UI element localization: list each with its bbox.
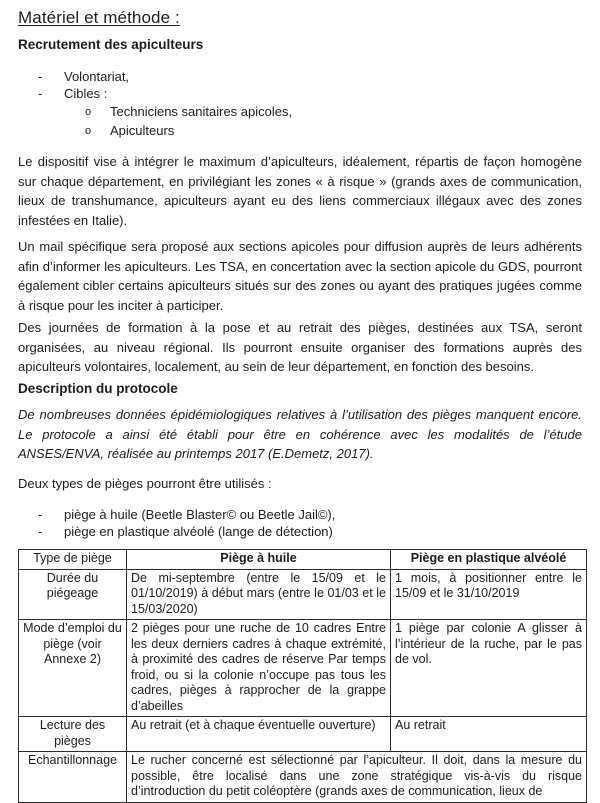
table-cell: De mi-septembre (entre le 15/09 et le 01/10/2019) à début mars (entre le 01/03 et le 15/03/2020) xyxy=(127,569,391,620)
table-row xyxy=(19,752,587,803)
table-row xyxy=(19,569,587,620)
paragraph: Le dispositif vise à intégrer le maximum d’apiculteurs, idéalement, répartis de façon homogène sur chaque département, en privilégiant les zones « à risque » (grands axes de communication, lieux de transhumance, apiculteurs ayant eu des liens commerciaux illégaux avec des zones infestées en Italie). xyxy=(18,154,582,228)
list-dash: - xyxy=(38,86,43,101)
list-item: piège en plastique alvéolé (lange de détection) xyxy=(64,524,333,539)
sub-list-item: Apiculteurs xyxy=(110,123,175,138)
list-item: piège à huile (Beetle Blaster© ou Beetle Jail©), xyxy=(64,507,336,522)
paragraph: Des journées de formation à la pose et au retrait des pièges, destinées aux TSA, seront organisées, au niveau régional. Ils pourront ensuite organiser des formations auprès des apiculteurs volontaires, localement, au sein de leur département, en fonction des besoins. xyxy=(18,320,582,374)
protocol-intro: De nombreuses données épidémiologiques relatives à l’utilisation des pièges manquent encore. Le protocole a ainsi été établi pour être en cohérence avec les modalités de l’étude ANSES/ENVA, réalisée au printemps 2017 (E.Demetz, 2017). xyxy=(18,407,582,461)
table-cell-merged: Le rucher concerné est sélectionné par l’apiculteur. Il doit, dans la mesure du possible, être localisé dans une zone stratégique vis-à-vis du risque d’introduction du petit coléoptère (grands axes de communication, lieux de xyxy=(127,752,587,803)
table-row-label: Durée du piégeage xyxy=(19,569,127,620)
table-row-label: Echantillonnage xyxy=(19,752,127,803)
sub-list-item: Techniciens sanitaires apicoles, xyxy=(110,104,293,119)
list-item: Volontariat, xyxy=(64,69,130,84)
table-header-cell: Piège à huile xyxy=(127,550,391,570)
table-header-cell: Type de piège xyxy=(19,550,127,570)
list-item: Cibles : xyxy=(64,86,108,101)
table-cell: 2 pièges pour une ruche de 10 cadres Entre les deux derniers cadres à chaque extrémité, à proximité des cadres de réserve Par temps froid, ou si la colonie n’occupe pas tous les cadres, pièges à rapprocher de la grappe d’abeilles xyxy=(127,620,391,717)
table-cell: Au retrait xyxy=(391,717,587,752)
section-heading-recruitment: Recrutement des apiculteurs xyxy=(18,37,204,52)
table-header-row xyxy=(19,550,587,570)
paragraph: Un mail spécifique sera proposé aux sections apicoles pour diffusion auprès de leurs adhérents afin d’informer les apiculteurs. Les TSA, en concertation avec la section apicole du GDS, pourront également cibler certains apiculteurs situés sur des zones ou ayant des pratiques jugées comme à risque pour les inciter à participer. xyxy=(18,239,582,313)
protocol-table xyxy=(18,549,587,803)
list-dash: - xyxy=(38,507,43,522)
table-row-label: Mode d’emploi du piège (voir Annexe 2) xyxy=(19,620,127,717)
sub-bullet-marker: o xyxy=(85,125,92,137)
list-dash: - xyxy=(38,524,43,539)
list-dash: - xyxy=(38,69,43,84)
section-heading-protocol: Description du protocole xyxy=(18,381,178,396)
table-row xyxy=(19,620,587,717)
table-cell: 1 piège par colonie A glisser à l’intérieur de la ruche, par le pas de vol. xyxy=(391,620,587,717)
table-row-label: Lecture des pièges xyxy=(19,717,127,752)
table-cell: Au retrait (et à chaque éventuelle ouverture) xyxy=(127,717,391,752)
table-row xyxy=(19,717,587,752)
sub-bullet-marker: o xyxy=(85,106,92,118)
trap-types-intro: Deux types de pièges pourront être utilisés : xyxy=(18,476,272,491)
page-title: Matériel et méthode : xyxy=(18,8,180,27)
table-header-cell: Piège en plastique alvéolé xyxy=(391,550,587,570)
table-cell: 1 mois, à positionner entre le 15/09 et le 31/10/2019 xyxy=(391,569,587,620)
